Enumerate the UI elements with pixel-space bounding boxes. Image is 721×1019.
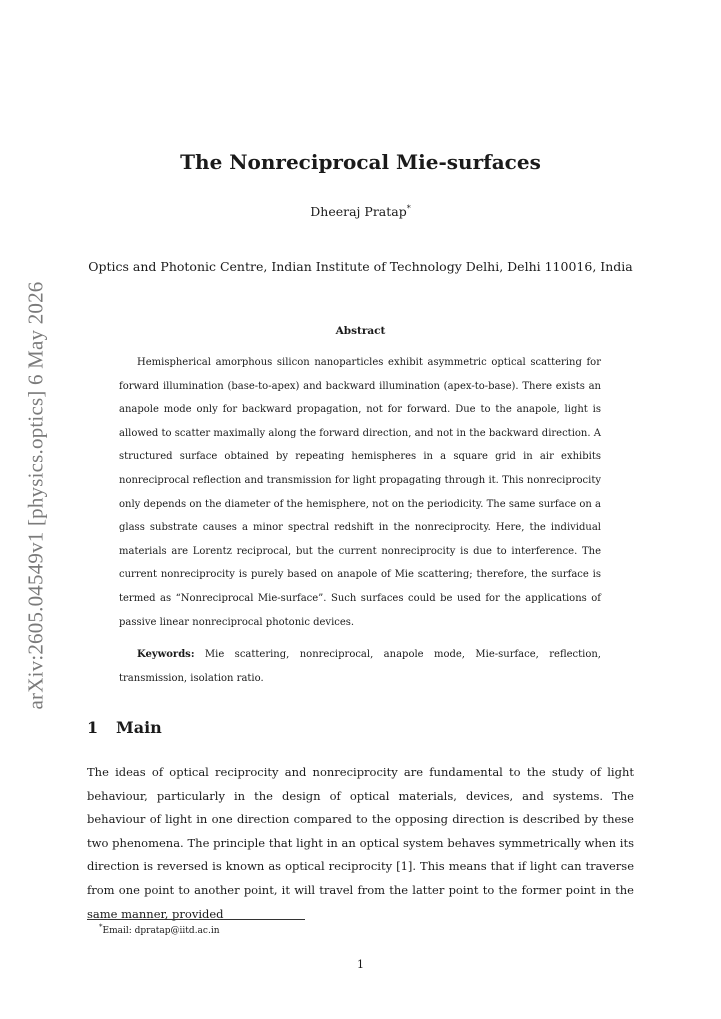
abstract-heading: Abstract — [335, 325, 386, 337]
keywords-label: Keywords: — [137, 649, 195, 660]
abstract-text: Hemispherical amorphous silicon nanoparticles exhibit asymmetric optical scattering for forward illumination (base-to-apex) and backward illumination (apex-to-base). There exists an anapole mode only for backward propagation, not for forward. Due to the anapole, light is allowed to scatter maximally along the forward direction, and not in the backward direction. A structured surface obtained by repeating hemispheres in a square grid in air exhibits nonreciprocal reflection and transmission for light propagating through it. This nonreciprocity only depends on the diameter of the hemisphere, not on the periodicity. The same surface on a glass substrate causes a minor spectral redshift in the nonreciprocity. Here, the individual materials are Lorentz reciprocal, but the current nonreciprocity is due to interference. The current nonreciprocity is purely based on anapole of Mie scattering; therefore, the surface is termed as “Nonreciprocal Mie-surface”. Such surfaces could be used for the applications of passive linear nonreciprocal photonic devices. — [119, 357, 601, 628]
affiliation: Optics and Photonic Centre, Indian Institute of Technology Delhi, Delhi 110016, India — [88, 259, 633, 274]
paper-title: The Nonreciprocal Mie-surfaces — [180, 150, 541, 174]
footnote-email: Email: dpratap@iitd.ac.in — [102, 926, 220, 936]
footnote-mark: * — [99, 923, 103, 931]
author-footnote-mark: * — [406, 204, 411, 213]
keywords — [119, 643, 601, 691]
section-heading — [87, 718, 162, 737]
author-name: Dheeraj Pratap — [310, 204, 407, 220]
footnote-divider — [87, 919, 305, 920]
footnote — [99, 923, 220, 936]
section-title: Main — [116, 718, 162, 737]
author-line — [0, 204, 721, 219]
section-body-text: The ideas of optical reciprocity and nonreciprocity are fundamental to the study of light behaviour, particularly in the design of optical materials, devices, and systems. The behaviour of light in one direction compared to the opposing direction is described by these two phenomena. The principle that light in an optical system behaves symmetrically when its direction is reversed is known as optical reciprocity [1]. This means that if light can traverse from one point to another point, it will travel from the latter point to the former point in the same manner, provided — [87, 765, 634, 921]
section-number: 1 — [87, 718, 99, 737]
page-number: 1 — [357, 958, 364, 971]
arxiv-identifier-text: arXiv:2605.04549v1 [physics.optics] 6 May 2026 — [23, 281, 48, 709]
keywords-text: Mie scattering, nonreciprocal, anapole mode, Mie-surface, reflection, transmission, isolation ratio. — [119, 649, 601, 684]
